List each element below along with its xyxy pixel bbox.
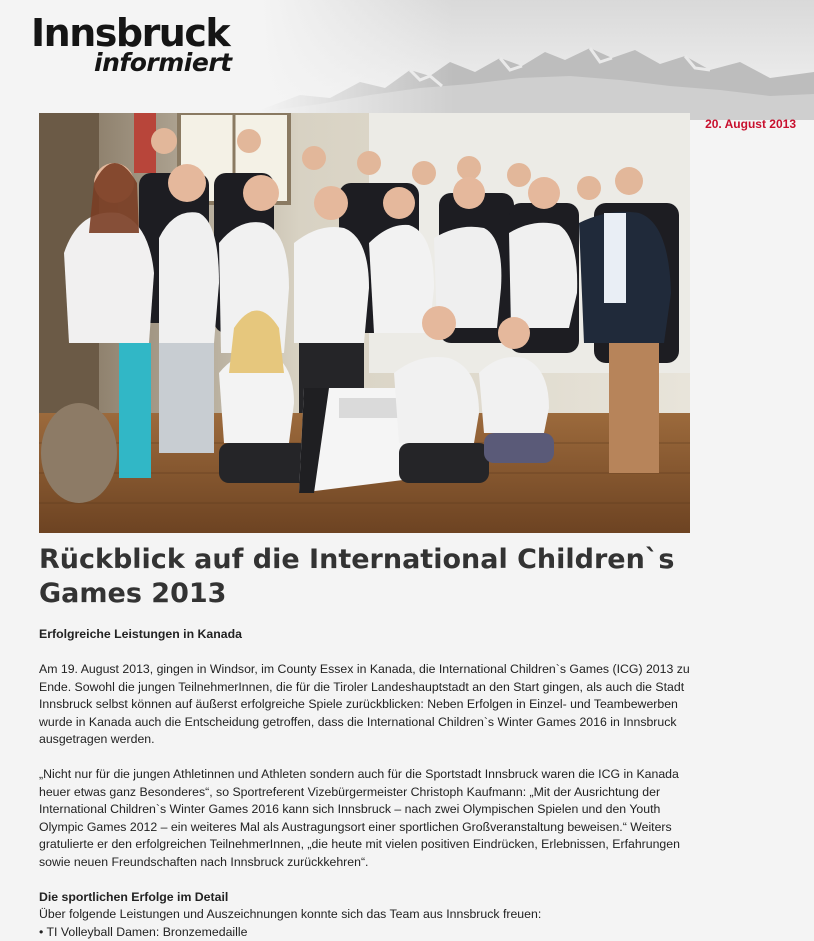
article-body	[39, 626, 699, 941]
section-intro: Über folgende Leistungen und Auszeichnungen konnte sich das Team aus Innsbruck freuen:	[39, 906, 699, 924]
article-date: 20. August 2013	[705, 117, 796, 131]
article-title: Rückblick auf die International Children`s Games 2013	[39, 543, 719, 611]
article-subtitle: Erfolgreiche Leistungen in Kanada	[39, 626, 699, 644]
site-logo[interactable]	[31, 14, 232, 75]
result-item: • TI Volleyball Damen: Bronzemedaille	[39, 924, 699, 941]
article-paragraph-1: Am 19. August 2013, gingen in Windsor, im County Essex in Kanada, die International Children`s Games (ICG) 2013 zu Ende. Sowohl die jungen TeilnehmerInnen, die für die Tiroler Landeshauptstadt an den Start gingen, als auch die Stadt Innsbruck selbst können auf äußerst erfolgreiche Spiele zurückblicken: Neben Erfolgen in Einzel- und Teambewerben wurde in Kanada auch die Entscheidung getroffen, dass die International Children`s Winter Games 2016 in Innsbruck ausgetragen werden.	[39, 661, 699, 749]
article-paragraph-2: „Nicht nur für die jungen Athletinnen und Athleten sondern auch für die Sportstadt Innsbruck waren die ICG in Kanada heuer etwas ganz Besonderes“, so Sportreferent Vizebürgermeister Christoph Kaufmann: „Mit der Ausrichtung der International Children`s Winter Games 2016 kann sich Innsbruck – nach zwei Olympischen Spielen und den Youth Olympic Games 2012 – ein weiteres Mal als Austragungsort einer sportlichen Großveranstaltung beweisen.“ Weiters gratulierte er den erfolgreichen TeilnehmerInnen, „die heute mit vielen positiven Eindrücken, Erlebnissen, Erfahrungen sowie neuen Freundschaften nach Innsbruck zurückkehren“.	[39, 766, 699, 871]
logo-main-text: Innsbruck	[31, 14, 232, 52]
team-photo	[39, 113, 690, 533]
section-heading: Die sportlichen Erfolge im Detail	[39, 889, 699, 907]
logo-sub-text: informiert	[31, 50, 232, 75]
mountain-banner	[260, 0, 814, 120]
